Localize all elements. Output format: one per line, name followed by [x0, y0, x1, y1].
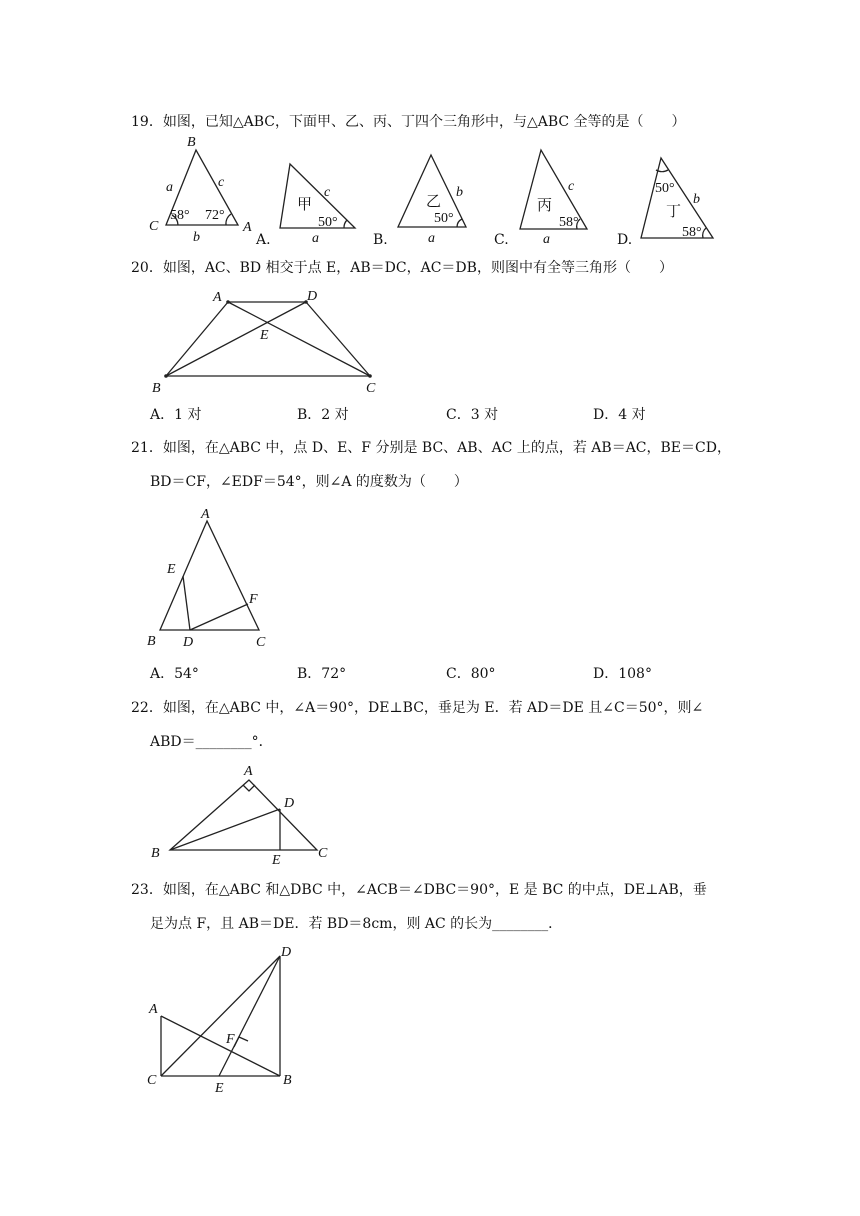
q19-option-b: B.: [373, 232, 388, 248]
label-B: B: [187, 135, 196, 150]
svg-text:乙: 乙: [426, 192, 442, 210]
svg-text:C: C: [147, 1073, 157, 1088]
q19-option-c: C.: [494, 232, 509, 248]
q21-option-a: A．54°: [150, 666, 199, 682]
svg-text:C: C: [366, 381, 376, 396]
q19-option-d: D.: [617, 232, 633, 248]
svg-text:a: a: [166, 180, 173, 195]
svg-text:B: B: [283, 1073, 292, 1088]
svg-text:a: a: [312, 231, 319, 246]
svg-text:E: E: [272, 853, 281, 868]
svg-text:c: c: [324, 185, 331, 200]
label-C: C: [149, 219, 159, 234]
svg-text:A: A: [149, 1002, 158, 1017]
svg-text:50°: 50°: [318, 215, 338, 230]
svg-text:A: A: [244, 764, 253, 779]
q19-triangle-bing: [520, 150, 587, 247]
q19-triangle-ding: [641, 158, 713, 240]
svg-text:50°: 50°: [434, 211, 454, 226]
svg-text:b: b: [693, 192, 700, 207]
svg-text:C: C: [318, 846, 328, 861]
svg-text:72°: 72°: [205, 208, 225, 223]
svg-text:58°: 58°: [559, 215, 579, 230]
svg-text:D: D: [281, 945, 292, 960]
svg-text:50°: 50°: [655, 181, 675, 196]
q20-figure: [0, 280, 860, 400]
svg-text:丁: 丁: [666, 202, 682, 220]
svg-text:D: D: [183, 635, 194, 650]
svg-text:A: A: [213, 290, 222, 305]
svg-text:b: b: [456, 185, 463, 200]
svg-text:a: a: [428, 231, 435, 246]
q21-figure: [0, 500, 860, 660]
q20-option-a: A．1 对: [150, 407, 202, 423]
q22-line1: 22．如图，在△ABC 中，∠A＝90°，DE⊥BC，垂足为 E．若 AD＝DE 且∠C＝50°，则∠: [131, 700, 704, 716]
q21-line1: 21．如图，在△ABC 中，点 D、E、F 分别是 BC、AB、AC 上的点，若 AB＝AC，BE＝CD，: [131, 440, 731, 456]
svg-text:58°: 58°: [682, 225, 702, 240]
q22-figure: [0, 760, 860, 870]
svg-text:A: A: [201, 507, 210, 522]
q21-option-c: C．80°: [446, 666, 496, 682]
svg-text:b: b: [193, 230, 200, 245]
svg-text:E: E: [215, 1081, 224, 1096]
q19-text: 19．如图，已知△ABC，下面甲、乙、丙、丁四个三角形中，与△ABC 全等的是（ ）: [131, 114, 686, 130]
svg-text:F: F: [249, 592, 258, 607]
q20-text: 20．如图，AC、BD 相交于点 E，AB＝DC，AC＝DB，则图中有全等三角形（ ）: [131, 260, 673, 276]
svg-text:B: B: [147, 634, 156, 649]
q21-option-d: D．108°: [593, 666, 652, 682]
q23-line1: 23．如图，在△ABC 和△DBC 中，∠ACB＝∠DBC＝90°，E 是 BC 的中点，DE⊥AB，垂: [131, 882, 707, 898]
svg-text:C: C: [256, 635, 266, 650]
q22-line2: ABD＝________°．: [150, 734, 273, 750]
svg-text:D: D: [307, 289, 318, 304]
svg-text:a: a: [543, 232, 550, 247]
svg-text:甲: 甲: [297, 195, 313, 213]
svg-text:E: E: [167, 562, 176, 577]
q19-reference-triangle: [149, 135, 252, 245]
svg-text:B: B: [151, 846, 160, 861]
svg-text:c: c: [218, 175, 225, 190]
svg-text:丙: 丙: [537, 196, 553, 214]
q20-option-c: C．3 对: [446, 407, 499, 423]
svg-text:58°: 58°: [170, 208, 190, 223]
svg-text:E: E: [260, 328, 269, 343]
svg-text:B: B: [152, 381, 161, 396]
label-A: A: [243, 220, 252, 235]
svg-text:D: D: [284, 796, 295, 811]
q19-triangle-jia: [280, 164, 355, 246]
svg-text:c: c: [568, 179, 575, 194]
q19-triangle-yi: [398, 155, 466, 246]
q23-figure: [0, 940, 860, 1100]
q19-option-a: A.: [256, 232, 271, 248]
q19-figures: [0, 130, 860, 270]
q21-line2: BD＝CF，∠EDF＝54°，则∠A 的度数为（ ）: [150, 474, 468, 490]
q20-option-d: D．4 对: [593, 407, 646, 423]
svg-text:F: F: [226, 1032, 235, 1047]
q23-line2: 足为点 F，且 AB＝DE．若 BD＝8cm，则 AC 的长为________．: [150, 916, 563, 932]
q20-option-b: B．2 对: [297, 407, 349, 423]
q21-option-b: B．72°: [297, 666, 347, 682]
